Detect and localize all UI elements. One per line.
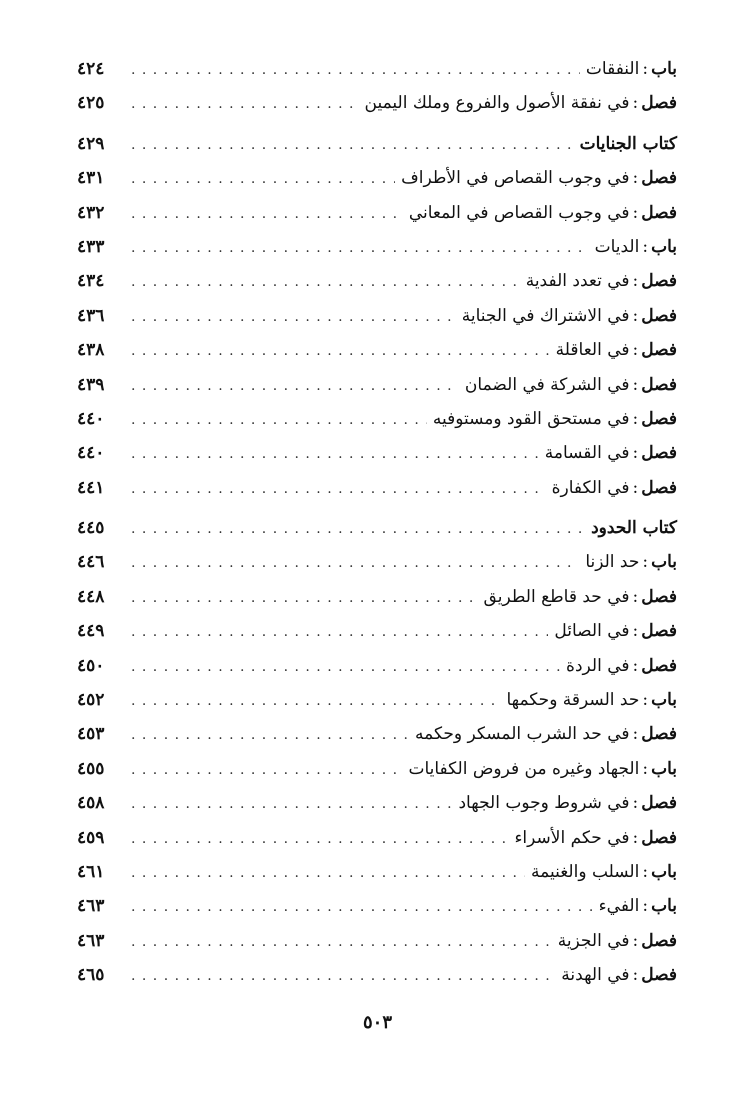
- toc-entry-title: [539, 436, 677, 470]
- entry-page-number: ٤٤٥: [77, 518, 105, 539]
- entry-colon: :: [632, 202, 639, 223]
- entry-page-number: ٤٢٩: [77, 133, 105, 154]
- entry-page-number: ٤٤١: [77, 477, 105, 498]
- entry-label: فصل: [641, 724, 677, 745]
- toc-entry-title: [520, 264, 677, 298]
- entry-colon: :: [632, 93, 639, 114]
- dot-leader: [125, 787, 452, 821]
- entry-colon: :: [642, 896, 649, 917]
- entry-page-number: ٤٤٩: [77, 621, 105, 642]
- entry-colon: :: [632, 443, 639, 464]
- toc-entry: [77, 958, 677, 992]
- dot-leader: [125, 546, 579, 580]
- toc-entry: [77, 230, 677, 264]
- toc-entry: [77, 161, 677, 195]
- entry-label: فصل: [641, 621, 677, 642]
- entry-title-text: في مستحق القود ومستوفيه: [432, 408, 630, 429]
- entry-title-text: النفقات: [585, 59, 640, 79]
- toc-entry-title: [589, 230, 677, 264]
- toc-entry: [77, 924, 677, 958]
- toc-entry: [77, 821, 677, 855]
- entry-title-text: حد الزنا: [585, 552, 640, 573]
- entry-page-number: ٤٤٨: [77, 586, 105, 607]
- toc-entry-title: [409, 717, 677, 751]
- toc-entry: [77, 752, 677, 786]
- toc-entry: [77, 333, 677, 367]
- toc-entry-title: [548, 614, 677, 648]
- dot-leader: [125, 890, 593, 924]
- toc-entry-title: [478, 580, 677, 614]
- entry-colon: :: [642, 59, 649, 79]
- entry-page-number: ٤٥٩: [77, 827, 105, 848]
- toc-entry-title: [546, 471, 677, 505]
- dot-leader: [125, 197, 403, 231]
- entry-page-number: ٤٥٠: [77, 655, 105, 676]
- dot-leader: [125, 300, 456, 334]
- toc-entry: [77, 471, 677, 505]
- dot-leader: [125, 369, 459, 403]
- entry-title-text: السلب والغنيمة: [531, 861, 640, 882]
- entry-colon: :: [632, 655, 639, 676]
- entry-colon: :: [632, 621, 639, 642]
- entry-page-number: ٤٦٥: [77, 965, 105, 986]
- dot-leader: [125, 581, 478, 615]
- dot-leader: [125, 512, 585, 546]
- entry-colon: :: [632, 827, 639, 848]
- entry-title-text: في العاقلة: [555, 340, 630, 361]
- book-title: كتاب الجنايات: [579, 133, 677, 154]
- toc-entry: [77, 436, 677, 470]
- entry-colon: :: [632, 271, 639, 292]
- dot-leader: [125, 265, 520, 299]
- entry-title-text: في الهدنة: [561, 965, 630, 986]
- entry-colon: :: [632, 340, 639, 361]
- entry-label: فصل: [641, 930, 677, 951]
- dot-leader: [125, 718, 409, 752]
- toc-entry-title: [459, 368, 677, 402]
- toc-entry-title: [452, 786, 677, 820]
- entry-page-number: ٤٣٩: [77, 374, 105, 395]
- toc-entry-title: [555, 958, 677, 992]
- entry-title-text: في القسامة: [544, 443, 630, 464]
- toc-entry: [77, 264, 677, 298]
- toc-entry: [77, 855, 677, 889]
- entry-page-number: ٤٣٤: [77, 271, 105, 292]
- toc-entry: [77, 86, 677, 120]
- toc-entry-title: [402, 752, 677, 786]
- entry-colon: :: [632, 374, 639, 395]
- entry-title-text: في حد قاطع الطريق: [483, 586, 630, 607]
- entry-label: فصل: [641, 374, 677, 395]
- dot-leader: [125, 925, 552, 959]
- dot-leader: [125, 231, 589, 265]
- toc-entry: [77, 580, 677, 614]
- table-of-contents: [77, 52, 677, 993]
- dot-leader: [125, 472, 546, 506]
- entry-label: باب: [651, 236, 677, 257]
- entry-label: باب: [651, 59, 677, 79]
- entry-page-number: ٤٦٣: [77, 896, 105, 917]
- toc-entry-title: [550, 333, 677, 367]
- toc-entry-title: [500, 683, 677, 717]
- dot-leader: [125, 53, 580, 87]
- entry-colon: :: [632, 586, 639, 607]
- dot-leader: [125, 128, 574, 162]
- entry-colon: :: [632, 724, 639, 745]
- entry-title-text: في حد الشرب المسكر وحكمه: [415, 724, 630, 745]
- entry-colon: :: [642, 690, 649, 711]
- dot-leader: [125, 334, 550, 368]
- toc-entry: [77, 614, 677, 648]
- entry-page-number: ٤٣٦: [77, 305, 105, 326]
- entry-label: باب: [651, 758, 677, 779]
- toc-entry: [77, 683, 677, 717]
- entry-title-text: في وجوب القصاص في المعاني: [408, 202, 630, 223]
- entry-title-text: في الكفارة: [551, 477, 630, 498]
- toc-entry-title: [359, 86, 677, 120]
- entry-title-text: في نفقة الأصول والفروع وملك اليمين: [364, 93, 630, 114]
- entry-title-text: في شروط وجوب الجهاد: [458, 793, 630, 814]
- dot-leader: [125, 822, 508, 856]
- entry-title-text: في الصائل: [554, 621, 630, 642]
- toc-entry: [77, 545, 677, 579]
- entry-title-text: الجهاد وغيره من فروض الكفايات: [408, 758, 640, 779]
- toc-entry: [77, 52, 677, 86]
- entry-colon: :: [632, 965, 639, 986]
- entry-title-text: في حكم الأسراء: [514, 827, 630, 848]
- entry-page-number: ٤٣١: [77, 168, 105, 189]
- entry-label: فصل: [641, 443, 677, 464]
- dot-leader: [125, 856, 525, 890]
- dot-leader: [125, 650, 560, 684]
- entry-colon: :: [632, 168, 639, 189]
- entry-label: فصل: [641, 827, 677, 848]
- entry-page-number: ٤٤٠: [77, 408, 105, 429]
- entry-title-text: في الشركة في الضمان: [464, 374, 630, 395]
- entry-colon: :: [642, 861, 649, 882]
- dot-leader: [125, 684, 500, 718]
- entry-page-number: ٤٢٤: [77, 59, 105, 79]
- toc-entry-title: [525, 855, 677, 889]
- dot-leader: [125, 959, 555, 993]
- toc-entry-title: [395, 161, 677, 195]
- toc-entry: [77, 196, 677, 230]
- dot-leader: [125, 403, 427, 437]
- entry-title-text: في الجزية: [557, 930, 630, 951]
- toc-entry-title: [456, 299, 677, 333]
- dot-leader: [125, 162, 395, 196]
- entry-title-text: في وجوب القصاص في الأطراف: [401, 168, 630, 189]
- entry-label: فصل: [641, 305, 677, 326]
- entry-label: فصل: [641, 340, 677, 361]
- book-title: كتاب الحدود: [591, 518, 677, 539]
- entry-colon: :: [642, 552, 649, 573]
- toc-entry: [77, 889, 677, 923]
- entry-title-text: في الاشتراك في الجناية: [461, 305, 630, 326]
- entry-colon: :: [632, 930, 639, 951]
- toc-entry-title: [580, 52, 677, 86]
- toc-entry: [77, 402, 677, 436]
- dot-leader: [125, 615, 548, 649]
- entry-title-text: الديات: [594, 236, 640, 257]
- toc-entry-title: [560, 649, 677, 683]
- entry-colon: :: [642, 236, 649, 257]
- entry-page-number: ٤٤٦: [77, 552, 105, 573]
- entry-label: فصل: [641, 477, 677, 498]
- dot-leader: [125, 753, 402, 787]
- entry-title-text: في تعدد الفدية: [525, 271, 630, 292]
- entry-page-number: ٤٣٢: [77, 202, 105, 223]
- toc-entry-title: [508, 821, 677, 855]
- dot-leader: [125, 437, 539, 471]
- toc-entry: [77, 649, 677, 683]
- entry-label: باب: [651, 861, 677, 882]
- entry-label: فصل: [641, 408, 677, 429]
- entry-title-text: حد السرقة وحكمها: [506, 690, 640, 711]
- entry-label: باب: [651, 896, 677, 917]
- toc-entry: [77, 786, 677, 820]
- toc-entry-title: [593, 889, 677, 923]
- toc-book-heading: [77, 511, 677, 545]
- toc-entry-title: [552, 924, 677, 958]
- entry-page-number: ٤٥٨: [77, 793, 105, 814]
- entry-page-number: ٤٥٢: [77, 690, 105, 711]
- entry-page-number: ٤٢٥: [77, 93, 105, 114]
- entry-title-text: في الردة: [566, 655, 630, 676]
- entry-colon: :: [632, 793, 639, 814]
- entry-label: فصل: [641, 271, 677, 292]
- toc-entry-title: [403, 196, 677, 230]
- entry-label: فصل: [641, 93, 677, 114]
- entry-colon: :: [632, 305, 639, 326]
- entry-colon: :: [632, 477, 639, 498]
- page-number: ٥٠٣: [362, 1012, 392, 1033]
- entry-label: فصل: [641, 655, 677, 676]
- toc-book-heading: [77, 127, 677, 161]
- entry-page-number: ٤٣٨: [77, 340, 105, 361]
- entry-page-number: ٤٥٥: [77, 758, 105, 779]
- entry-label: باب: [651, 552, 677, 573]
- entry-label: فصل: [641, 965, 677, 986]
- entry-page-number: ٤٥٣: [77, 724, 105, 745]
- entry-label: فصل: [641, 793, 677, 814]
- entry-page-number: ٤٤٠: [77, 443, 105, 464]
- entry-page-number: ٤٣٣: [77, 236, 105, 257]
- toc-entry: [77, 368, 677, 402]
- entry-label: باب: [651, 690, 677, 711]
- entry-page-number: ٤٦٣: [77, 930, 105, 951]
- entry-title-text: الفيء: [598, 896, 640, 917]
- entry-label: فصل: [641, 586, 677, 607]
- entry-label: فصل: [641, 168, 677, 189]
- toc-entry-title: [579, 545, 677, 579]
- toc-entry: [77, 299, 677, 333]
- toc-entry: [77, 717, 677, 751]
- entry-colon: :: [632, 408, 639, 429]
- entry-page-number: ٤٦١: [77, 861, 105, 882]
- entry-label: فصل: [641, 202, 677, 223]
- entry-colon: :: [642, 758, 649, 779]
- toc-entry-title: [427, 402, 677, 436]
- dot-leader: [125, 87, 359, 121]
